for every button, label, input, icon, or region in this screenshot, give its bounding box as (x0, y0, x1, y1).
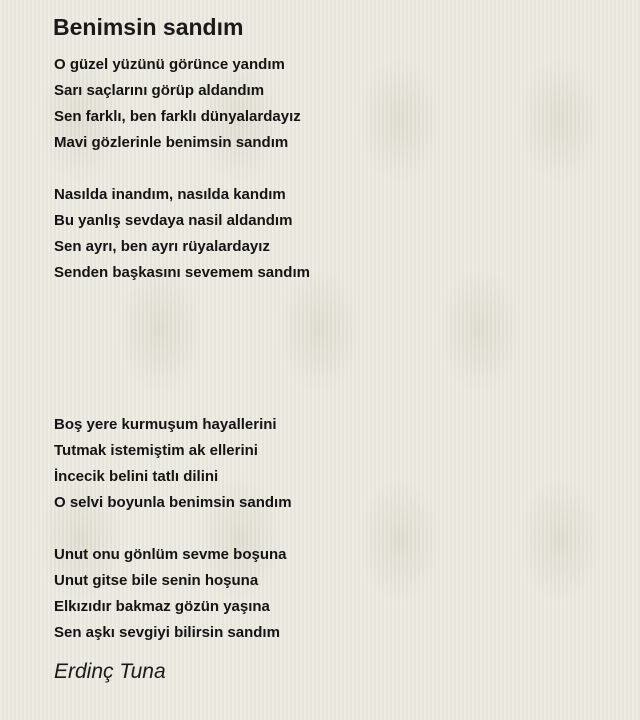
poem-author: Erdinç Tuna (54, 660, 166, 683)
poem-line: O güzel yüzünü görünce yandım (54, 56, 285, 73)
poem-line: Sarı saçlarını görüp aldandım (54, 82, 265, 99)
poem-line: O selvi boyunla benimsin sandım (54, 494, 292, 511)
stanza-2 (54, 182, 310, 286)
poem-line: Bu yanlış sevdaya nasil aldandım (54, 212, 293, 229)
poem-line: Unut onu gönlüm sevme boşuna (54, 546, 287, 563)
poem-line: Boş yere kurmuşum hayallerini (54, 416, 277, 433)
stanza-3 (54, 412, 292, 516)
poem-line: Nasılda inandım, nasılda kandım (54, 186, 286, 203)
poem-line: Sen aşkı sevgiyi bilirsin sandım (54, 624, 280, 641)
poem-line: Unut gitse bile senin hoşuna (54, 572, 259, 589)
poem-line: Sen farklı, ben farklı dünyalardayız (54, 108, 301, 125)
poem-line: Elkızıdır bakmaz gözün yaşına (54, 598, 270, 615)
poem-line: Tutmak istemiştim ak ellerini (54, 442, 258, 459)
poem-line: Mavi gözlerinle benimsin sandım (54, 134, 289, 151)
poem-line: Senden başkasını sevemem sandım (54, 264, 310, 281)
poem-title: Benimsin sandım (53, 14, 244, 40)
stanza-1 (54, 52, 301, 156)
stanza-4 (54, 542, 287, 646)
poem-line: Sen ayrı, ben ayrı rüyalardayız (54, 238, 270, 255)
poem-line: İncecik belini tatlı dilini (54, 468, 219, 485)
